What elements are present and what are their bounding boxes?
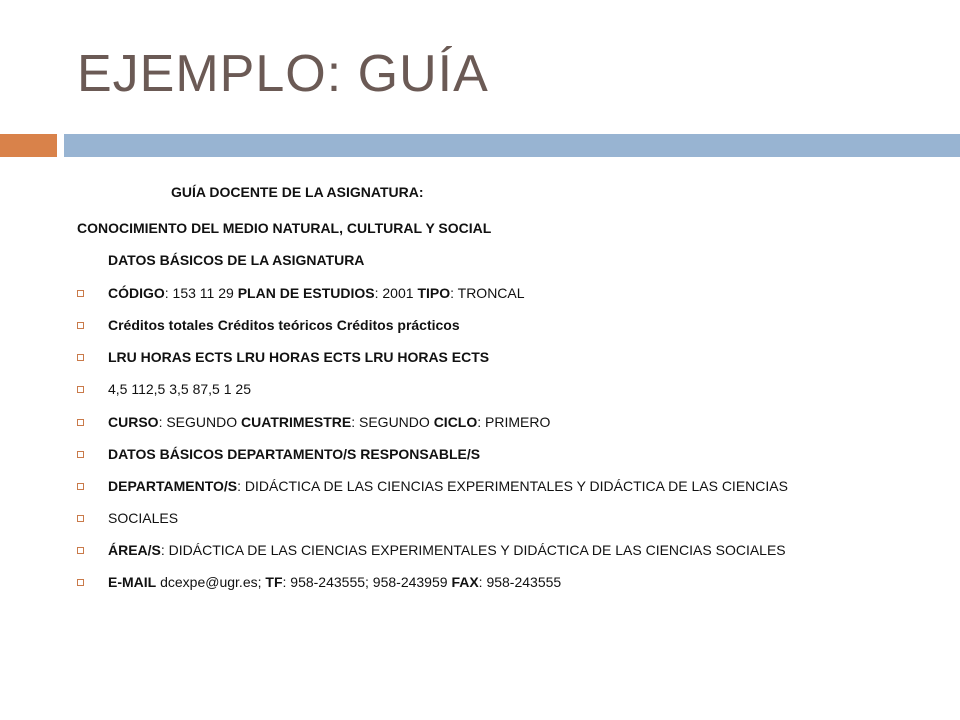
ciclo-label: CICLO — [433, 414, 478, 430]
list-item-sociales: SOCIALES — [108, 510, 179, 526]
tf-value: : 958-243555; 958-243959 — [282, 574, 452, 590]
accent-bar-blue — [64, 134, 960, 157]
bullet-square-icon — [77, 386, 84, 393]
plan-value: : 2001 — [374, 285, 418, 301]
list-item-departamento — [108, 477, 788, 495]
heading-asignatura-name: CONOCIMIENTO DEL MEDIO NATURAL, CULTURAL Y SOCIAL — [77, 220, 492, 236]
heading-datos-basicos: DATOS BÁSICOS DE LA ASIGNATURA — [108, 252, 365, 268]
curso-label: CURSO — [108, 414, 159, 430]
bullet-square-icon — [77, 483, 84, 490]
bullet-square-icon — [77, 547, 84, 554]
bullet-square-icon — [77, 354, 84, 361]
tipo-value: : TRONCAL — [450, 285, 525, 301]
list-item-datos-departamento: DATOS BÁSICOS DEPARTAMENTO/S RESPONSABLE/S — [108, 446, 481, 462]
heading-guia-docente: GUÍA DOCENTE DE LA ASIGNATURA: — [171, 184, 424, 200]
departamento-value: : DIDÁCTICA DE LAS CIENCIAS EXPERIMENTALES Y DIDÁCTICA DE LAS CIENCIAS — [237, 478, 788, 494]
fax-value: : 958-243555 — [478, 574, 562, 590]
bullet-square-icon — [77, 515, 84, 522]
accent-bar-orange — [0, 134, 57, 157]
slide-title: EJEMPLO: GUÍA — [77, 45, 489, 103]
email-value: dcexpe@ugr.es; — [156, 574, 266, 590]
curso-value: : SEGUNDO — [158, 414, 242, 430]
bullet-square-icon — [77, 579, 84, 586]
list-item-codigo — [108, 284, 525, 302]
area-label: ÁREA/S — [108, 542, 161, 558]
email-label: E-MAIL — [108, 574, 157, 590]
ciclo-value: : PRIMERO — [477, 414, 551, 430]
codigo-label: CÓDIGO — [108, 285, 165, 301]
list-item-creditos: Créditos totales Créditos teóricos Créditos prácticos — [108, 317, 460, 333]
list-item-lru-horas: LRU HORAS ECTS LRU HORAS ECTS LRU HORAS ECTS — [108, 349, 490, 365]
codigo-value: : 153 11 29 — [164, 285, 238, 301]
fax-label: FAX — [451, 574, 479, 590]
departamento-label: DEPARTAMENTO/S — [108, 478, 238, 494]
cuatrimestre-value: : SEGUNDO — [351, 414, 434, 430]
list-item-curso — [108, 413, 550, 431]
list-item-area — [108, 541, 786, 559]
list-item-contacto — [108, 573, 561, 591]
list-item-valores: 4,5 112,5 3,5 87,5 1 25 — [108, 381, 251, 397]
cuatrimestre-label: CUATRIMESTRE — [241, 414, 352, 430]
bullet-square-icon — [77, 451, 84, 458]
bullet-square-icon — [77, 322, 84, 329]
bullet-square-icon — [77, 290, 84, 297]
bullet-square-icon — [77, 419, 84, 426]
plan-label: PLAN DE ESTUDIOS — [237, 285, 375, 301]
tipo-label: TIPO — [417, 285, 451, 301]
area-value: : DIDÁCTICA DE LAS CIENCIAS EXPERIMENTALES Y DIDÁCTICA DE LAS CIENCIAS SOCIALES — [160, 542, 786, 558]
tf-label: TF — [265, 574, 283, 590]
